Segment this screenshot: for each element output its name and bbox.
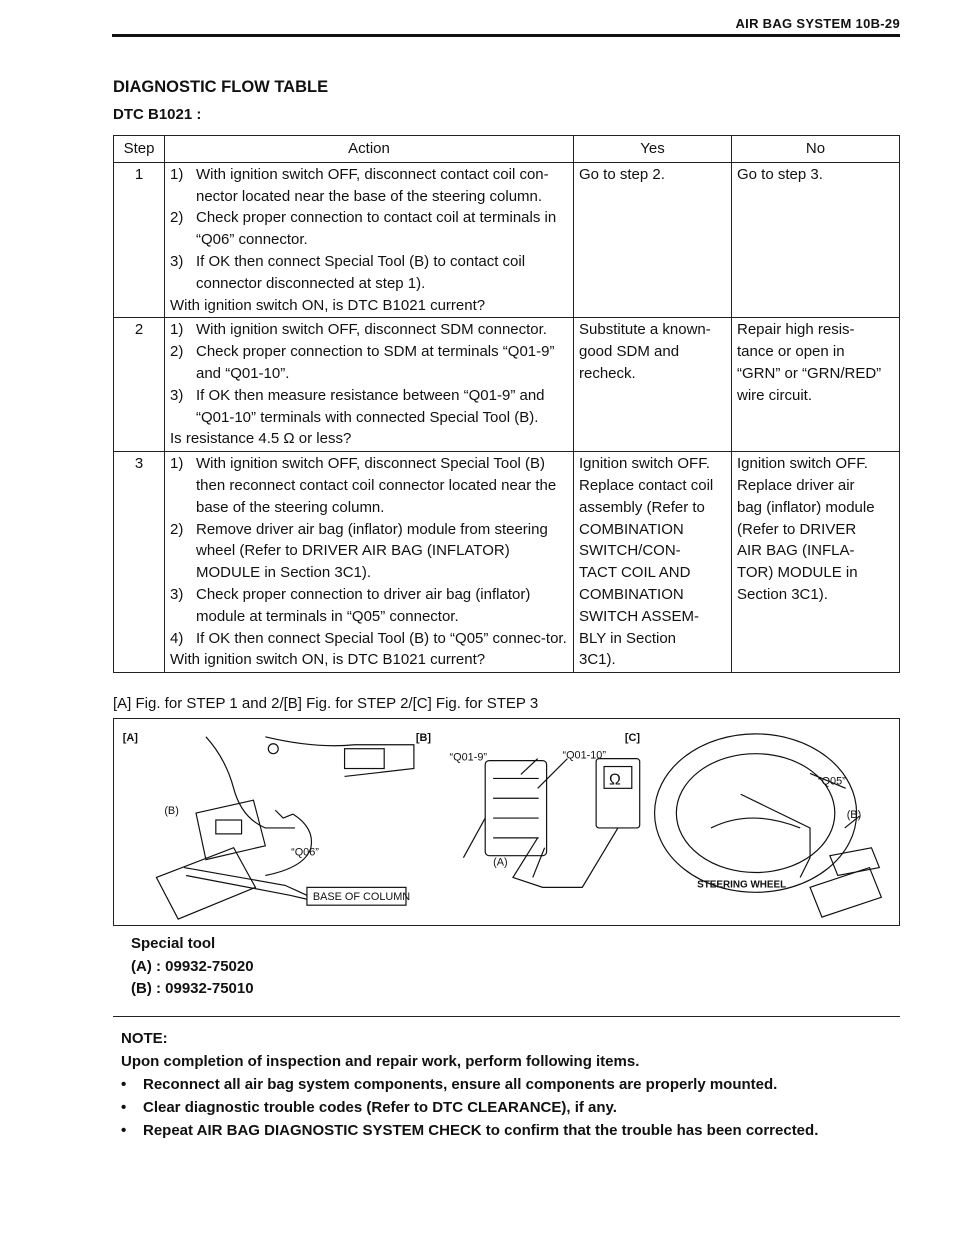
- action-num: 1): [170, 321, 184, 339]
- tool-a-label: (A): [493, 856, 508, 869]
- action-item: [170, 251, 568, 295]
- yes-cell: Go to step 2.: [574, 162, 732, 318]
- q01-10-label: “Q01-10”: [562, 749, 606, 762]
- action-cell: [165, 162, 574, 318]
- dash-knob: [268, 744, 278, 754]
- steering-wheel-label: STEERING WHEEL: [697, 879, 787, 891]
- no-cell: Repair high resis- tance or open in “GRN” or “GRN/RED” wire circuit.: [732, 318, 900, 452]
- note-item: [121, 1119, 818, 1142]
- tester-lead-a: [513, 828, 618, 887]
- steering-wheel-rim: [655, 734, 857, 892]
- action-text: With ignition switch OFF, disconnect Special Tool (B) then reconnect contact coil connector located near the base of the steering column.: [196, 455, 557, 516]
- action-num: 3): [170, 585, 184, 603]
- panel-a-label: [A]: [122, 731, 138, 744]
- action-item: [170, 584, 568, 628]
- section-title: DIAGNOSTIC FLOW TABLE: [113, 78, 329, 96]
- action-text: If OK then connect Special Tool (B) to contact coil connector disconnected at step 1).: [196, 252, 526, 292]
- bullet-icon: •: [121, 1099, 127, 1116]
- q06-label: “Q06”: [291, 846, 319, 859]
- action-num: 4): [170, 629, 184, 647]
- yes-cell: Ignition switch OFF. Replace contact coil assembly (Refer to COMBINATION SWITCH/CON- TACT COIL AND COMBINATION SWITCH ASSEM- BLY in Section 3C1).: [574, 452, 732, 673]
- q06-connector: [275, 810, 293, 818]
- dash-outline: [265, 737, 414, 777]
- action-item: [170, 519, 568, 584]
- tool-b-lid-a: [196, 800, 265, 859]
- action-num: 2): [170, 520, 184, 538]
- tool-b-lid-c: [830, 848, 880, 876]
- q05-harness: [741, 794, 810, 877]
- action-num: 2): [170, 209, 184, 227]
- figure-caption: [A] Fig. for STEP 1 and 2/[B] Fig. for STEP 2/[C] Fig. for STEP 3: [113, 695, 539, 712]
- dash-vent: [345, 749, 385, 769]
- special-tool-b: (B) : 09932-75010: [131, 980, 254, 997]
- note-item-text: Reconnect all air bag system components, ensure all components are properly mounted.: [143, 1076, 778, 1093]
- tool-b-label-a: (B): [164, 805, 179, 818]
- note-intro: Upon completion of inspection and repair work, perform following items.: [121, 1053, 640, 1070]
- yes-cell: Substitute a known- good SDM and recheck.: [574, 318, 732, 452]
- column-outline: [206, 737, 295, 828]
- steering-wheel-spoke: [711, 818, 800, 828]
- header-action: Action: [165, 136, 574, 163]
- dtc-title: DTC B1021 :: [113, 106, 202, 123]
- note-item: [121, 1096, 818, 1119]
- panel-b-label: [B]: [415, 731, 431, 744]
- step-number: 3: [114, 452, 165, 673]
- note-item-text: Repeat AIR BAG DIAGNOSTIC SYSTEM CHECK to confirm that the trouble has been corrected.: [143, 1122, 819, 1139]
- action-text: If OK then connect Special Tool (B) to “Q05” connec-tor.: [196, 629, 567, 647]
- bullet-icon: •: [121, 1122, 127, 1139]
- special-tool-title: Special tool: [131, 935, 216, 952]
- action-cell: [165, 318, 574, 452]
- header-yes: Yes: [574, 136, 732, 163]
- tool-b-harness: [265, 814, 311, 875]
- action-item: [170, 164, 568, 208]
- action-text: Check proper connection to SDM at terminals “Q01-9” and “Q01-10”.: [196, 343, 555, 382]
- table-header-row: [114, 136, 900, 163]
- table-row: [114, 452, 900, 673]
- action-item: [170, 319, 568, 341]
- step-number: 1: [114, 162, 165, 318]
- action-item: [170, 341, 568, 385]
- action-num: 3): [170, 386, 184, 404]
- action-cell: [165, 452, 574, 673]
- note-item-text: Clear diagnostic trouble codes (Refer to DTC CLEARANCE), if any.: [143, 1099, 617, 1116]
- page-header-title: AIR BAG SYSTEM 10B-29: [735, 16, 900, 31]
- ohmmeter-body: [596, 759, 640, 828]
- action-question: Is resistance 4.5 Ω or less?: [170, 430, 352, 448]
- diagnostic-flow-table: [113, 135, 900, 673]
- probe-lead-q01-10: [538, 759, 568, 789]
- figure-illustration: [113, 718, 900, 926]
- header-rule: [112, 34, 900, 37]
- ohm-symbol: Ω: [609, 771, 621, 789]
- note-title: NOTE:: [121, 1030, 168, 1047]
- action-question: With ignition switch ON, is DTC B1021 current?: [170, 296, 486, 314]
- steering-wheel-inner: [676, 754, 834, 873]
- action-text: If OK then measure resistance between “Q01-9” and “Q01-10” terminals with connected Special Tool (B).: [196, 386, 545, 426]
- table-row: [114, 162, 900, 318]
- action-num: 1): [170, 165, 184, 183]
- action-text: Check proper connection to contact coil at terminals in “Q06” connector.: [196, 209, 557, 249]
- action-item: [170, 385, 568, 429]
- figure-svg: [114, 719, 899, 925]
- action-num: 1): [170, 455, 184, 473]
- note-item: [121, 1073, 818, 1096]
- sdm-connector-outline: [485, 761, 546, 856]
- hand-outline: [463, 818, 485, 858]
- action-text: Remove driver air bag (inflator) module from steering wheel (Refer to DRIVER AIR BAG (INFLATOR) MODULE in Section 3C1).: [196, 520, 548, 582]
- action-item: [170, 453, 568, 518]
- panel-c-label: [C]: [624, 731, 640, 744]
- note-list: [121, 1073, 818, 1142]
- special-tool-block: [131, 933, 254, 1001]
- action-text: With ignition switch OFF, disconnect SDM connector.: [196, 321, 547, 339]
- table-row: [114, 318, 900, 452]
- q05-label: “Q05”: [817, 775, 846, 788]
- action-text: With ignition switch OFF, disconnect contact coil con-nector located near the base of the steering column.: [196, 165, 549, 205]
- action-num: 3): [170, 252, 184, 270]
- action-text: Check proper connection to driver air bag (inflator) module at terminals in “Q05” connector.: [196, 585, 531, 625]
- tool-b-label-c: (B): [846, 809, 862, 822]
- action-item: [170, 628, 568, 650]
- special-tool-a: (A) : 09932-75020: [131, 957, 254, 975]
- base-of-column-label: BASE OF COLUMN: [312, 891, 411, 904]
- step-number: 2: [114, 318, 165, 452]
- no-cell: Go to step 3.: [732, 162, 900, 318]
- action-item: [170, 207, 568, 251]
- header-no: No: [732, 136, 900, 163]
- bullet-icon: •: [121, 1076, 127, 1093]
- note-box: [113, 1016, 900, 1146]
- probe-tip: [533, 848, 545, 878]
- q01-9-label: “Q01-9”: [449, 751, 488, 764]
- header-step: Step: [114, 136, 165, 163]
- action-num: 2): [170, 343, 184, 361]
- tool-b-window-a: [216, 820, 242, 834]
- no-cell: Ignition switch OFF. Replace driver air bag (inflator) module (Refer to DRIVER AIR BAG (INFLA- TOR) MODULE in Section 3C1).: [732, 452, 900, 673]
- action-question: With ignition switch ON, is DTC B1021 current?: [170, 651, 486, 669]
- tool-b-case-c: [810, 868, 881, 918]
